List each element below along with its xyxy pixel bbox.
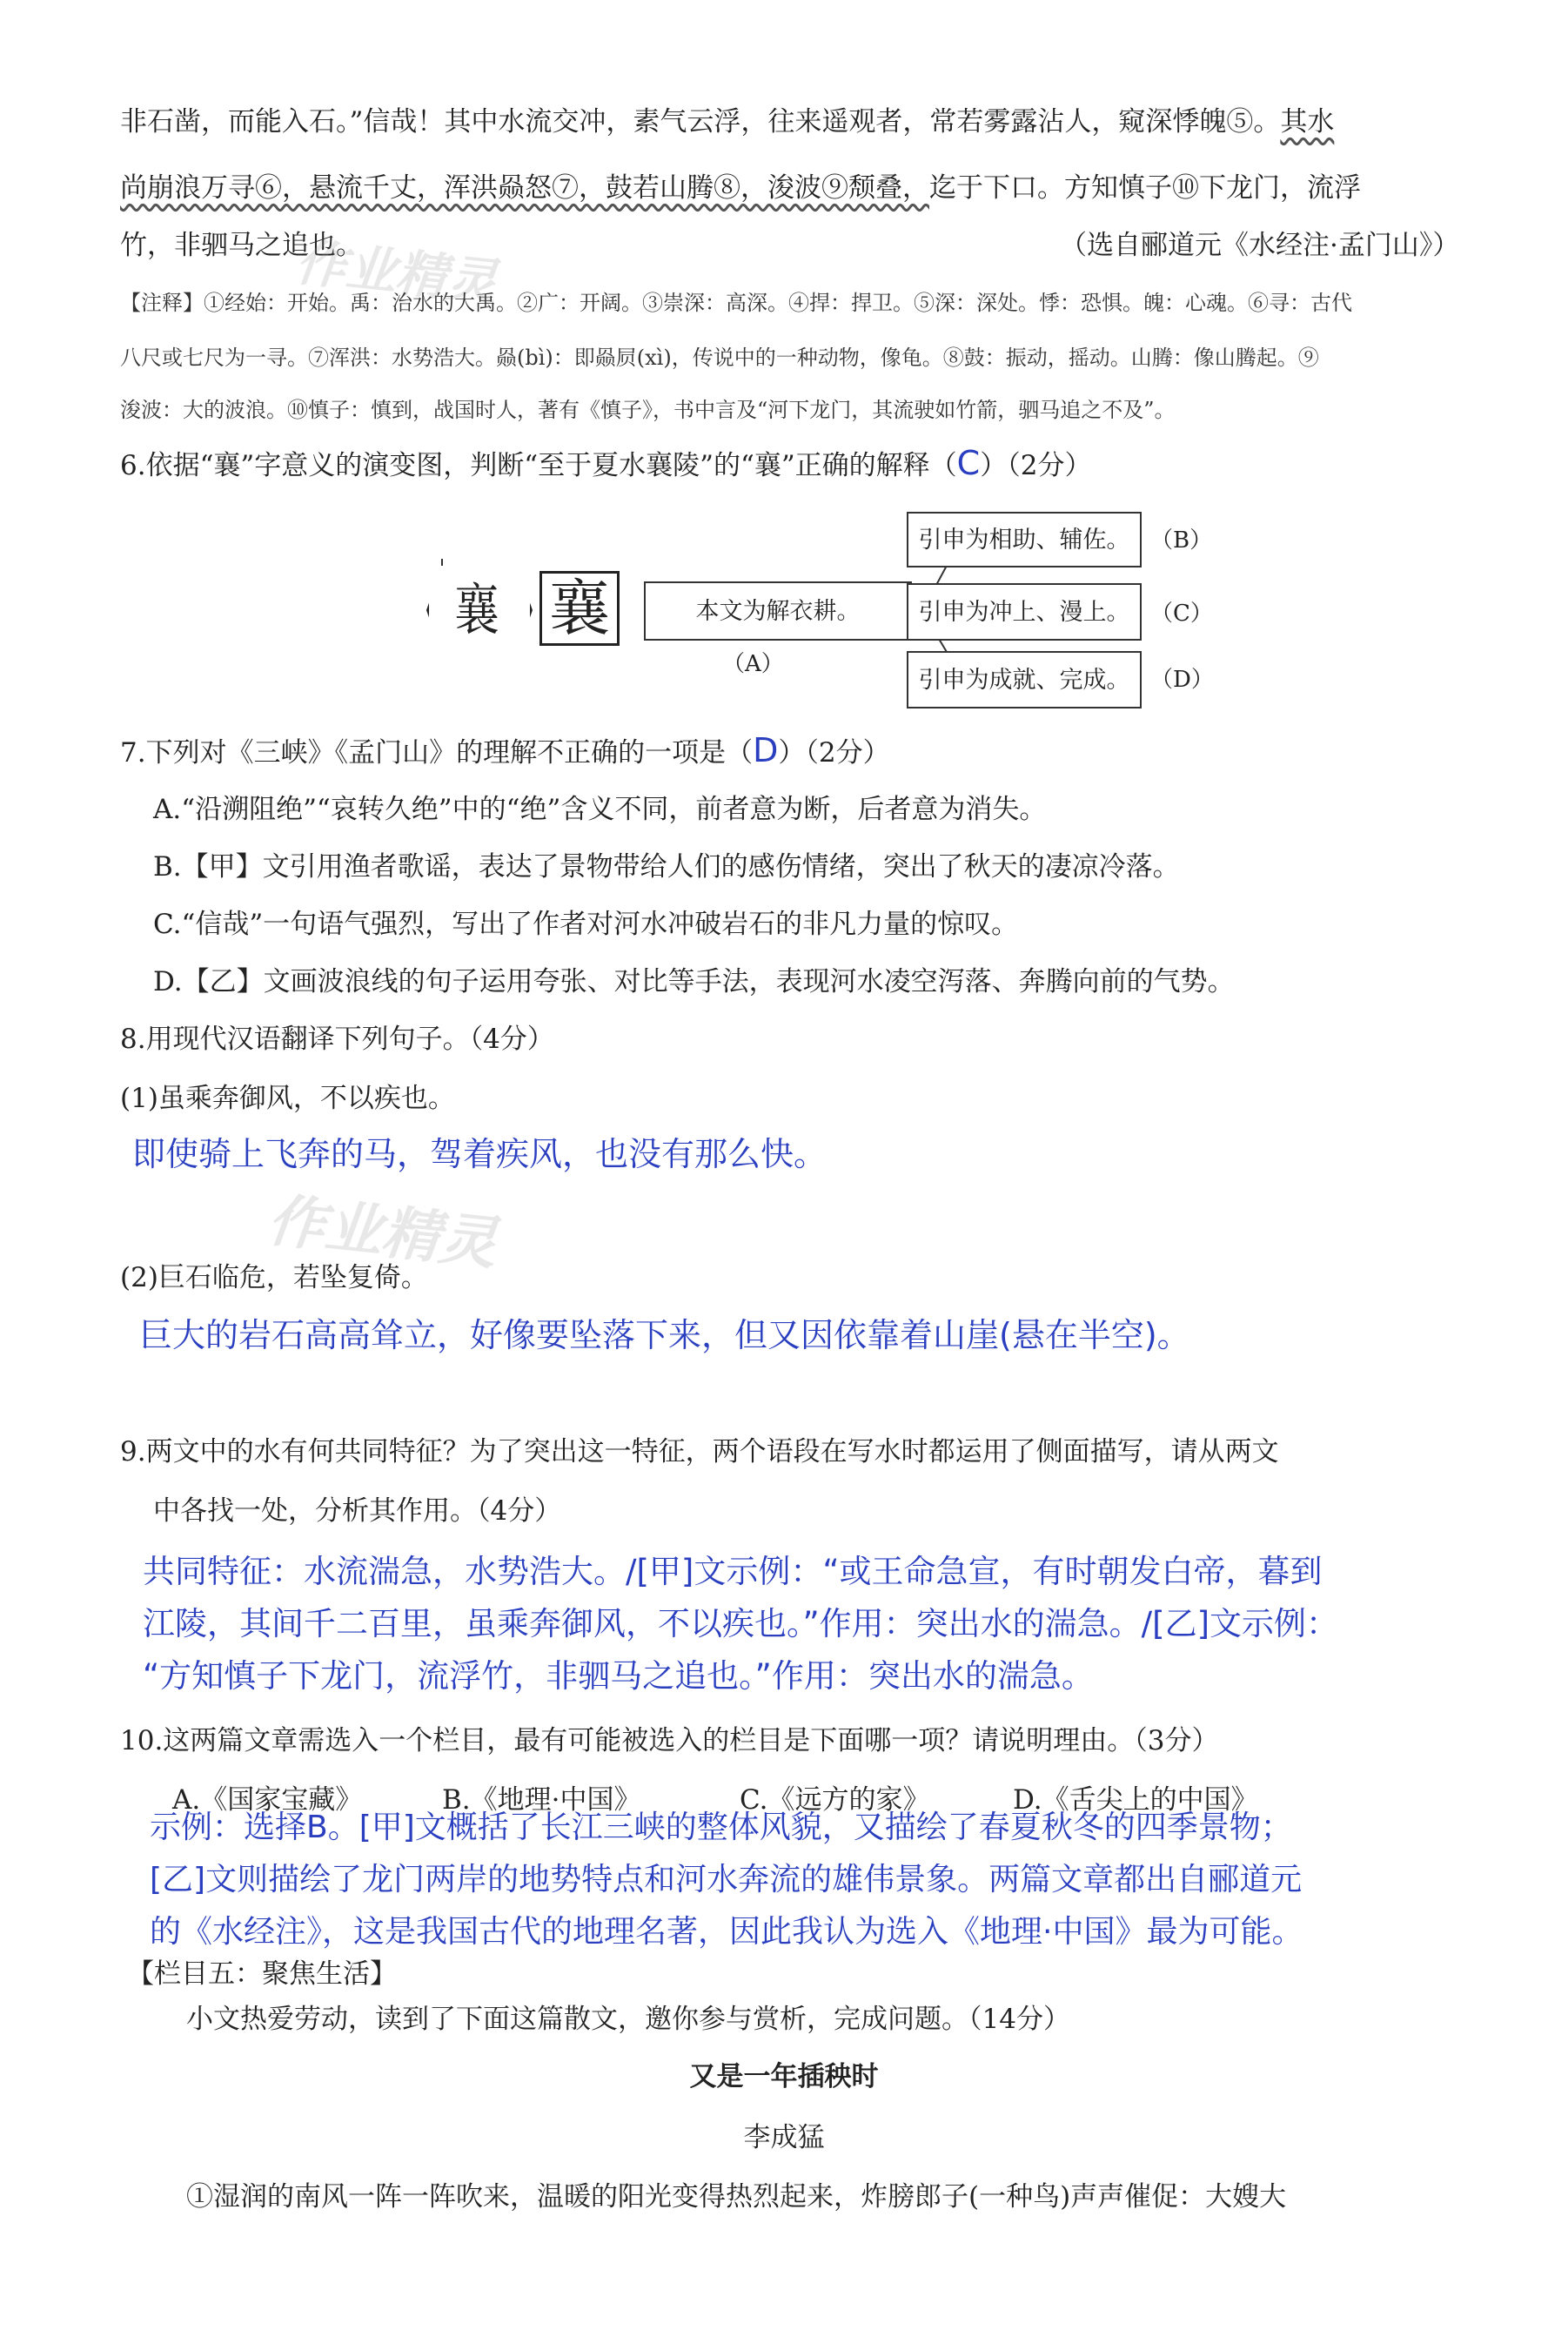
origin-box: 本文为解衣耕。 xyxy=(644,581,912,641)
section-5-heading: 【栏目五：聚焦生活】 xyxy=(127,1958,397,1990)
branch-box-c: 引申为冲上、漫上。 xyxy=(907,583,1142,641)
question-8-sentence-2: (2)巨石临危，若坠复倚。 xyxy=(120,1262,428,1293)
branch-box-d: 引申为成就、完成。 xyxy=(907,651,1142,708)
notes-line-2: 八尺或七尺为一寻。⑦浑洪：水势浩大。赑(bì)：即赑屃(xì)，传说中的一种动物，像龟。⑧鼓：振动，摇动。山腾：像山腾起。⑨ xyxy=(120,346,1319,370)
question-10-option-b: B.《地理·中国》 xyxy=(442,1784,641,1816)
question-10-answer-3: 的《水经注》，这是我国古代的地理名著，因此我认为选入《地理·中国》最为可能。 xyxy=(150,1914,1303,1950)
question-8-answer-2: 巨大的岩石高高耸立，好像要坠落下来，但又因依靠着山崖(悬在半空)。 xyxy=(139,1316,1190,1354)
question-10-answer-2: [乙]文则描绘了龙门两岸的地势特点和河水奔流的雄伟景象。两篇文章都出自郦道元 xyxy=(150,1862,1303,1897)
essay-title: 又是一年插秧时 xyxy=(689,2061,879,2092)
question-7-option-b: B.【甲】文引用渔者歌谣，表达了景物带给人们的感伤情绪，突出了秋天的凄凉冷落。 xyxy=(153,851,1180,883)
wavy-underlined-text: 尚崩浪万寻⑥，悬流千丈，浑洪赑怒⑦，鼓若山腾⑧，浚波⑨颓叠， xyxy=(120,172,929,204)
question-9-stem-2: 中各找一处，分析其作用。（4分） xyxy=(153,1495,562,1527)
question-6-stem: 6.依据“襄”字意义的演变图，判断“至于夏水襄陵”的“襄”正确的解释（C）（2分） xyxy=(120,444,1092,482)
question-9-answer-1: 共同特征：水流湍急，水势浩大。/[甲]文示例：“或王命急宣，有时朝发白帝，暮到 xyxy=(143,1553,1323,1590)
passage-source: （选自郦道元《水经注·孟门山》） xyxy=(1060,230,1460,261)
watermark: 作业精灵 xyxy=(292,232,500,312)
question-9-answer-2: 江陵，其间千二百里，虽乘奔御风，不以疾也。”作用：突出水的湍急。/[乙]文示例： xyxy=(143,1605,1339,1642)
question-10-answer-1: 示例：选择B。[甲]文概括了长江三峡的整体风貌，又描绘了春夏秋冬的四季景物； xyxy=(150,1810,1292,1845)
wavy-underlined-text: 其水 xyxy=(1280,106,1335,138)
branch-label-d: （D） xyxy=(1150,667,1214,693)
question-7-option-a: A.“沿溯阻绝”“哀转久绝”中的“绝”含义不同，前者意为断，后者意为消失。 xyxy=(153,794,1047,825)
essay-author: 李成猛 xyxy=(743,2122,825,2153)
question-8-answer-1: 即使骑上飞奔的马，驾着疾风，也没有那么快。 xyxy=(132,1135,828,1173)
branch-label-c: （C） xyxy=(1150,601,1213,627)
notes-line-3: 浚波：大的波浪。⑩慎子：慎到，战国时人，著有《慎子》，书中言及“河下龙门，其流驶如竹箭，驷马追之不及”。 xyxy=(120,398,1176,422)
origin-label: （A） xyxy=(722,651,784,677)
question-9-answer-3: “方知慎子下龙门，流浮竹，非驷马之追也。”作用：突出水的湍急。 xyxy=(143,1657,1094,1695)
question-8-stem: 8.用现代汉语翻译下列句子。（4分） xyxy=(120,1024,554,1055)
question-10-option-a: A.《国家宝藏》 xyxy=(172,1784,363,1816)
question-9-stem-1: 9.两文中的水有何共同特征？为了突出这一特征，两个语段在写水时都运用了侧面描写，请从两文 xyxy=(120,1436,1279,1467)
question-10-option-c: C.《远方的家》 xyxy=(740,1784,930,1816)
branch-label-b: （B） xyxy=(1150,527,1213,554)
question-10-option-d: D.《舌尖上的中国》 xyxy=(1013,1784,1258,1816)
regular-script-char: 襄 xyxy=(539,571,620,646)
section-5-intro: 小文热爱劳动，读到了下面这篇散文，邀你参与赏析，完成问题。（14分） xyxy=(186,2004,1070,2035)
question-8-sentence-1: (1)虽乘奔御风，不以疾也。 xyxy=(120,1083,455,1114)
passage-line-3: 竹，非驷马之追也。 xyxy=(120,230,363,261)
passage-line-1: 非石凿，而能入石。”信哉！其中水流交冲，素气云浮，往来遥观者，常若雾露沾人，窥深悸魄⑤。其水 xyxy=(120,106,1335,138)
question-7-stem: 7.下列对《三峡》《孟门山》的理解不正确的一项是（D）（2分） xyxy=(120,731,890,769)
notes-line-1: 【注释】①经始：开始。禹：治水的大禹。②广：开阔。③崇深：高深。④捍：捍卫。⑤深：深处。悸：恐惧。魄：心魂。⑥寻：古代 xyxy=(120,291,1352,315)
question-6-answer: C xyxy=(956,444,981,482)
branch-box-b: 引申为相助、辅佐。 xyxy=(907,512,1142,567)
question-10-stem: 10.这两篇文章需选入一个栏目，最有可能被选入的栏目是下面哪一项？请说明理由。（3分） xyxy=(120,1725,1219,1756)
question-7-option-c: C.“信哉”一句语气强烈，写出了作者对河水冲破岩石的非凡力量的惊叹。 xyxy=(153,909,1019,940)
question-7-answer: D xyxy=(753,731,779,769)
essay-paragraph-1: ①湿润的南风一阵一阵吹来，温暖的阳光变得热烈起来，炸膀郎子(一种鸟)声声催促：大嫂大 xyxy=(186,2181,1287,2213)
passage-line-2: 尚崩浪万寻⑥，悬流千丈，浑洪赑怒⑦，鼓若山腾⑧，浚波⑨颓叠，迄于下口。方知慎子⑩下龙门，流浮 xyxy=(120,172,1361,204)
seal-script-char: 襄 xyxy=(454,579,499,643)
question-7-option-d: D.【乙】文画波浪线的句子运用夸张、对比等手法，表现河水凌空泻落、奔腾向前的气势。 xyxy=(153,966,1235,997)
watermark: 作业精灵 xyxy=(265,1186,500,1278)
